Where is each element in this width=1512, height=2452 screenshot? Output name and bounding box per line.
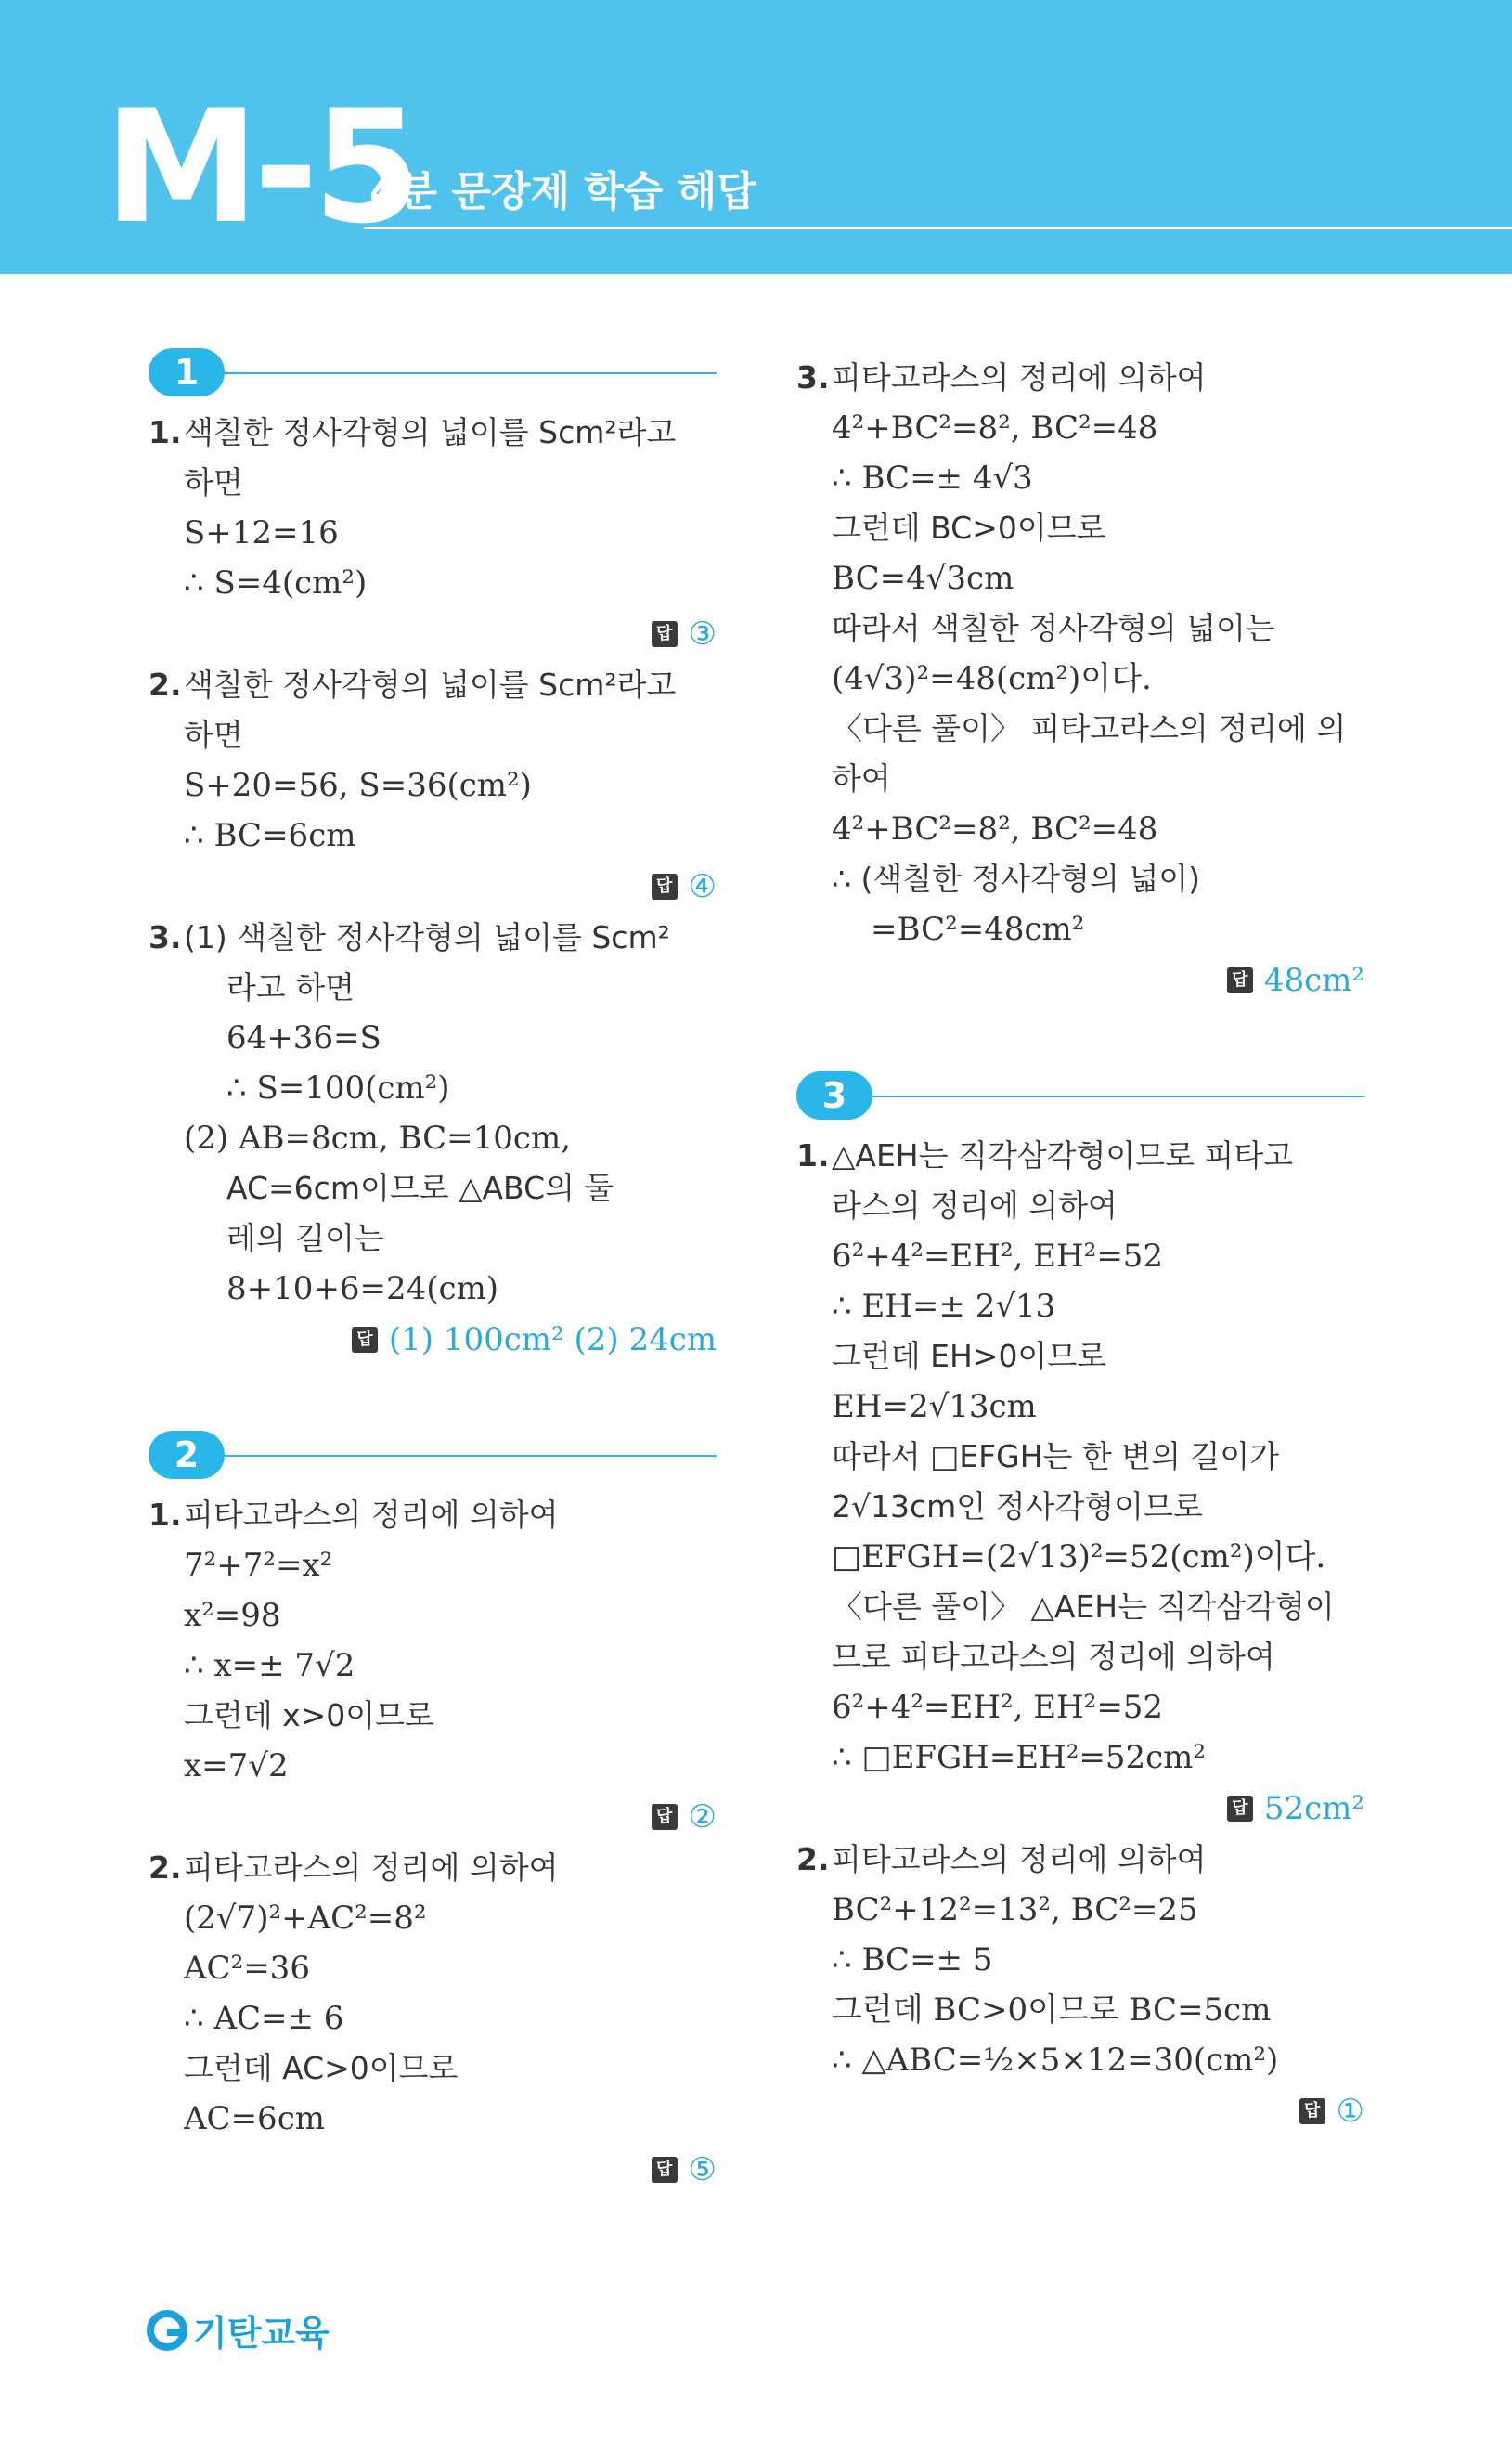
solution-line: 피타고라스의 정리에 의하여 [832, 359, 1207, 396]
answer-icon: 답 [1227, 967, 1253, 993]
solution-line: 색칠한 정사각형의 넓이를 Scm²라고 [184, 414, 677, 450]
solution-line: ∴ EH=± 2√13 [832, 1288, 1056, 1325]
solution-line: 하면 [184, 464, 243, 500]
answer-row [796, 2085, 1364, 2137]
solution-line: 므로 피타고라스의 정리에 의하여 [832, 1639, 1275, 1675]
problem-number: 2. [149, 1849, 182, 1886]
answer-value: ② [688, 1798, 717, 1836]
solution-line: 〈다른 풀이〉 △AEH는 직각삼각형이 [832, 1589, 1335, 1625]
solution-line: ∴ BC=± 4√3 [832, 460, 1033, 497]
problem-number: 1. [149, 1497, 182, 1533]
solution-line: =BC²=48cm² [871, 911, 1085, 948]
g-logo-icon [147, 2310, 187, 2351]
solution-line: 피타고라스의 정리에 의하여 [832, 1841, 1207, 1877]
solution-line: ∴ x=± 7√2 [184, 1647, 355, 1684]
solution-line: 7²+7²=x² [184, 1547, 333, 1584]
answer-icon: 답 [652, 874, 678, 900]
section-2-header [149, 1431, 717, 1481]
solution-line: 64+36=S [226, 1019, 381, 1057]
solution-line: 피타고라스의 정리에 의하여 [184, 1849, 559, 1886]
solution-line: x²=98 [184, 1597, 281, 1634]
answer-value: ⑤ [688, 2151, 717, 2188]
solution-line: BC²+12²=13², BC²=25 [832, 1891, 1198, 1928]
solution-line: ∴ S=100(cm²) [226, 1070, 450, 1107]
solution-line: ∴ □EFGH=EH²=52cm² [832, 1739, 1207, 1776]
solution-line: ∴ (색칠한 정사각형의 넓이) [832, 861, 1200, 897]
publisher-logo [147, 2304, 330, 2355]
solution-line: 8+10+6=24(cm) [226, 1270, 499, 1307]
solution-line: ∴ AC=± 6 [184, 2000, 344, 2037]
answer-value: ④ [688, 868, 717, 905]
chapter-title: 4분 문장제 학습 해답 [369, 168, 756, 215]
solution-line: 그런데 x>0이므로 [184, 1697, 434, 1733]
solution-line: 4²+BC²=8², BC²=48 [832, 409, 1158, 447]
section-1-header [149, 348, 717, 398]
section-rule [871, 1096, 1364, 1097]
answer-value: (1) 100cm² (2) 24cm [388, 1321, 717, 1358]
solution-line: (2√7)²+AC²=8² [184, 1900, 427, 1937]
solution-line: S+12=16 [184, 514, 339, 551]
problem-number: 2. [796, 1841, 830, 1877]
solution-line: EH=2√13cm [832, 1388, 1037, 1425]
solution-line: (2) AB=8cm, BC=10cm, [184, 1120, 571, 1157]
problem-3-1 [796, 1131, 1364, 1783]
problem-number: 3. [796, 359, 830, 396]
solution-line: 따라서 색칠한 정사각형의 넓이는 [832, 610, 1275, 646]
solution-line: 라고 하면 [226, 969, 355, 1005]
solution-line: AC=6cm [184, 2100, 325, 2137]
solution-line: 그런데 EH>0이므로 [832, 1338, 1107, 1374]
problem-number: 1. [149, 414, 182, 450]
section-rule [223, 1455, 717, 1457]
solution-line: AC²=36 [184, 1950, 310, 1987]
answer-row [796, 1783, 1364, 1835]
answer-icon: 답 [652, 2157, 678, 2183]
solution-line: x=7√2 [184, 1747, 289, 1784]
problem-1-3 [149, 913, 717, 1314]
answer-value: 52cm² [1263, 1790, 1364, 1827]
answer-icon: 답 [352, 1327, 378, 1353]
solution-line: 라스의 정리에 의하여 [832, 1187, 1118, 1224]
problem-2-2 [149, 1843, 717, 2144]
solution-line: 그런데 BC>0이므로 BC=5cm [832, 1991, 1272, 2029]
solution-line: ∴ S=4(cm²) [184, 564, 368, 602]
solution-line: △AEH는 직각삼각형이므로 피타고 [832, 1137, 1294, 1174]
problem-number: 3. [149, 919, 182, 955]
answer-icon: 답 [1227, 1796, 1253, 1822]
problem-1-1 [149, 408, 717, 608]
answer-row [149, 2144, 717, 2196]
page-header [0, 0, 1512, 274]
answer-value: ① [1336, 2093, 1364, 2130]
answer-icon: 답 [1299, 2098, 1325, 2124]
answer-row [149, 861, 717, 913]
solution-line: 그런데 AC>0이므로 [184, 2050, 459, 2086]
right-column [796, 353, 1364, 2137]
solution-line: 4²+BC²=8², BC²=48 [832, 811, 1158, 848]
problem-2-3 [796, 353, 1364, 954]
solution-line: 레의 길이는 [226, 1220, 384, 1256]
header-rule [364, 227, 1512, 229]
problem-1-2 [149, 660, 717, 861]
answer-row [149, 1791, 717, 1843]
section-badge: 1 [149, 348, 225, 396]
solution-line: 하면 [184, 717, 243, 753]
section-3-header [796, 1071, 1364, 1122]
answer-row [149, 1314, 717, 1366]
section-rule [223, 372, 717, 374]
solution-line: (4√3)²=48(cm²)이다. [832, 660, 1152, 697]
solution-line: 피타고라스의 정리에 의하여 [184, 1497, 559, 1533]
solution-line: □EFGH=(2√13)²=52(cm²)이다. [832, 1538, 1326, 1576]
answer-icon: 답 [652, 1804, 678, 1830]
solution-line: (1) 색칠한 정사각형의 넓이를 Scm² [184, 919, 670, 955]
left-column [149, 348, 717, 2196]
solution-line: 6²+4²=EH², EH²=52 [832, 1238, 1164, 1275]
solution-line: 6²+4²=EH², EH²=52 [832, 1689, 1164, 1726]
publisher-name: 기탄교육 [193, 2313, 330, 2354]
answer-row [149, 608, 717, 660]
answer-icon: 답 [652, 621, 678, 647]
solution-line: BC=4√3cm [832, 560, 1014, 597]
solution-line: AC=6cm이므로 △ABC의 둘 [226, 1170, 614, 1206]
answer-value: 48cm² [1263, 962, 1364, 999]
solution-line: S+20=56, S=36(cm²) [184, 767, 532, 804]
solution-line: 따라서 □EFGH는 한 변의 길이가 [832, 1438, 1280, 1474]
section-badge: 2 [149, 1431, 225, 1479]
solution-line: 색칠한 정사각형의 넓이를 Scm²라고 [184, 667, 677, 703]
chapter-code: M-5 [104, 76, 416, 258]
solution-line: 하여 [832, 760, 891, 797]
problem-3-2 [796, 1835, 1364, 2085]
solution-line: ∴ △ABC=½×5×12=30(cm²) [832, 2042, 1279, 2079]
problem-2-1 [149, 1490, 717, 1791]
problem-number: 1. [796, 1137, 830, 1174]
answer-value: ③ [688, 616, 717, 653]
answer-row [796, 954, 1364, 1006]
problem-number: 2. [149, 667, 182, 703]
solution-line: 2√13cm인 정사각형이므로 [832, 1488, 1203, 1524]
section-badge: 3 [796, 1071, 872, 1120]
solution-line: ∴ BC=± 5 [832, 1941, 993, 1978]
solution-line: 그런데 BC>0이므로 [832, 510, 1106, 546]
solution-line: 〈다른 풀이〉 피타고라스의 정리에 의 [832, 710, 1347, 746]
solution-line: ∴ BC=6cm [184, 817, 356, 854]
